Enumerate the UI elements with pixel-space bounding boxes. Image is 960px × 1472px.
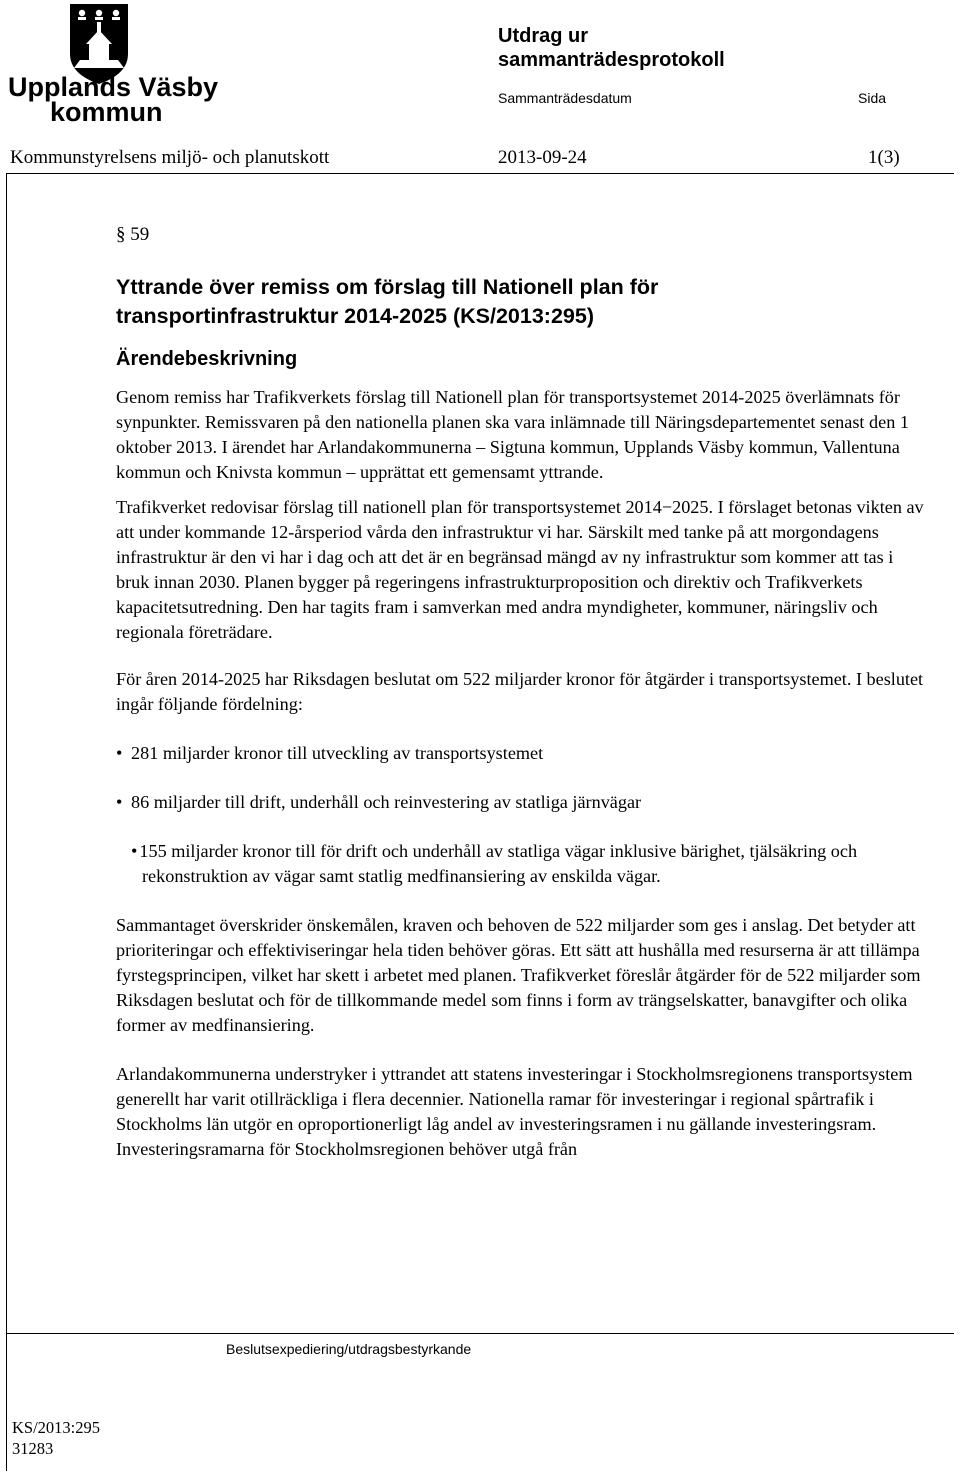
list-item: • 86 miljarder till drift, underhåll och reinvestering av statliga järnvägar [116,790,926,815]
document-title-line2: sammanträdesprotokoll [498,49,725,71]
page-label: Sida [858,90,887,106]
item-title-line1: Yttrande över remiss om förslag till Nationell plan för [116,275,659,299]
meeting-date: 2013-09-24 [498,147,587,168]
committee-name: Kommunstyrelsens miljö- och planutskott [10,147,330,168]
bullet-icon: • [131,841,138,861]
item-title [116,273,926,331]
case-reference [12,1417,100,1459]
paragraph-3: För åren 2014-2025 har Riksdagen beslutat om 522 miljarder kronor för åtgärder i transportsystemet. I beslutet ingår följande fördelning: [116,669,924,714]
case-number: KS/2013:295 [12,1418,101,1437]
coat-of-arms-icon [8,2,219,127]
page-number: 1(3) [868,147,900,168]
paragraph-5: Arlandakommunerna understryker i yttrandet att statens investeringar i Stockholmsregionens transportsystem generellt har varit otillräckliga i flera decennier. Nationella ramar för investeringar i regional spårtrafik i Stockholms län utgör en oproportionerligt låg andel av investeringsramen i nu gällande investeringsram. Investeringsramarna för Stockholmsregionen behöver utgå från [116,1064,913,1159]
header-divider [6,173,954,174]
municipality-logo [8,2,219,127]
paragraph-4: Sammantaget överskrider önskemålen, kraven och behoven de 522 miljarder som ges i anslag. Det betyder att prioriteringar och effektiviseringar hela tiden behöver göras. Ett sätt att hushålla med resurserna är att tillämpa fyrstegsprincipen, vilket har skett i arbetet med planen. Trafikverket föreslår åtgärder för de 522 miljarder som Riksdagen beslutat och för de tillkommande medel som finns i form av trängselskatter, banavgifter och olika former av medfinansiering. [116,915,921,1035]
logo-text-line1: Upplands Väsby [8,72,219,102]
meeting-date-label: Sammanträdesdatum [498,90,632,106]
footer-divider [6,1333,954,1334]
logo-text-line2: kommun [50,97,163,127]
item-title-line2: transportinfrastruktur 2014-2025 (KS/2013:295) [116,304,594,328]
document-title [498,24,725,72]
list-item: • 155 miljarder kronor till för drift och underhåll av statliga vägar inklusive bärighet, tjälsäkring och rekonstruktion av vägar samt statlig medfinansiering av enskilda vägar. [131,841,858,886]
footer-label: Beslutsexpediering/utdragsbestyrkande [226,1341,472,1357]
paragraph-2: Trafikverket redovisar förslag till nationell plan för transportsystemet 2014−2025. I förslaget betonas vikten av att under kommande 12-årsperiod vårda den infrastruktur vi har. Särskilt med tanke på att morgondagens infrastruktur är den vi har i dag och att det är en begränsad mängd av ny infrastruktur som kommer att tas i bruk innan 2030. Planen bygger på regeringens infrastrukturproposition och direktiv och Trafikverkets kapacitetsutredning. Den har tagits fram i samverkan med andra myndigheter, kommuner, näringsliv och regionala företrädare. [116,497,924,642]
protocol-body [116,222,926,1162]
list-item: • 281 miljarder kronor till utveckling av transportsystemet [116,741,926,766]
document-title-line1: Utdrag ur [498,25,588,47]
section-heading: Ärendebeskrivning [116,348,298,370]
paragraph-number: § 59 [116,224,150,245]
bullet-icon: • [116,743,123,763]
bullet-icon: • [116,792,123,812]
paragraph-1: Genom remiss har Trafikverkets förslag till Nationell plan för transportsystemet 2014-2025 överlämnats för synpunkter. Remissvaren på den nationella planen ska vara inlämnade till Näringsdepartementet senast den 1 oktober 2013. I ärendet har Arlandakommunerna – Sigtuna kommun, Upplands Väsby kommun, Vallentuna kommun och Knivsta kommun – upprättat ett gemensamt yttrande. [116,387,909,482]
registration-number: 31283 [12,1439,54,1458]
left-margin-line [6,173,7,1471]
